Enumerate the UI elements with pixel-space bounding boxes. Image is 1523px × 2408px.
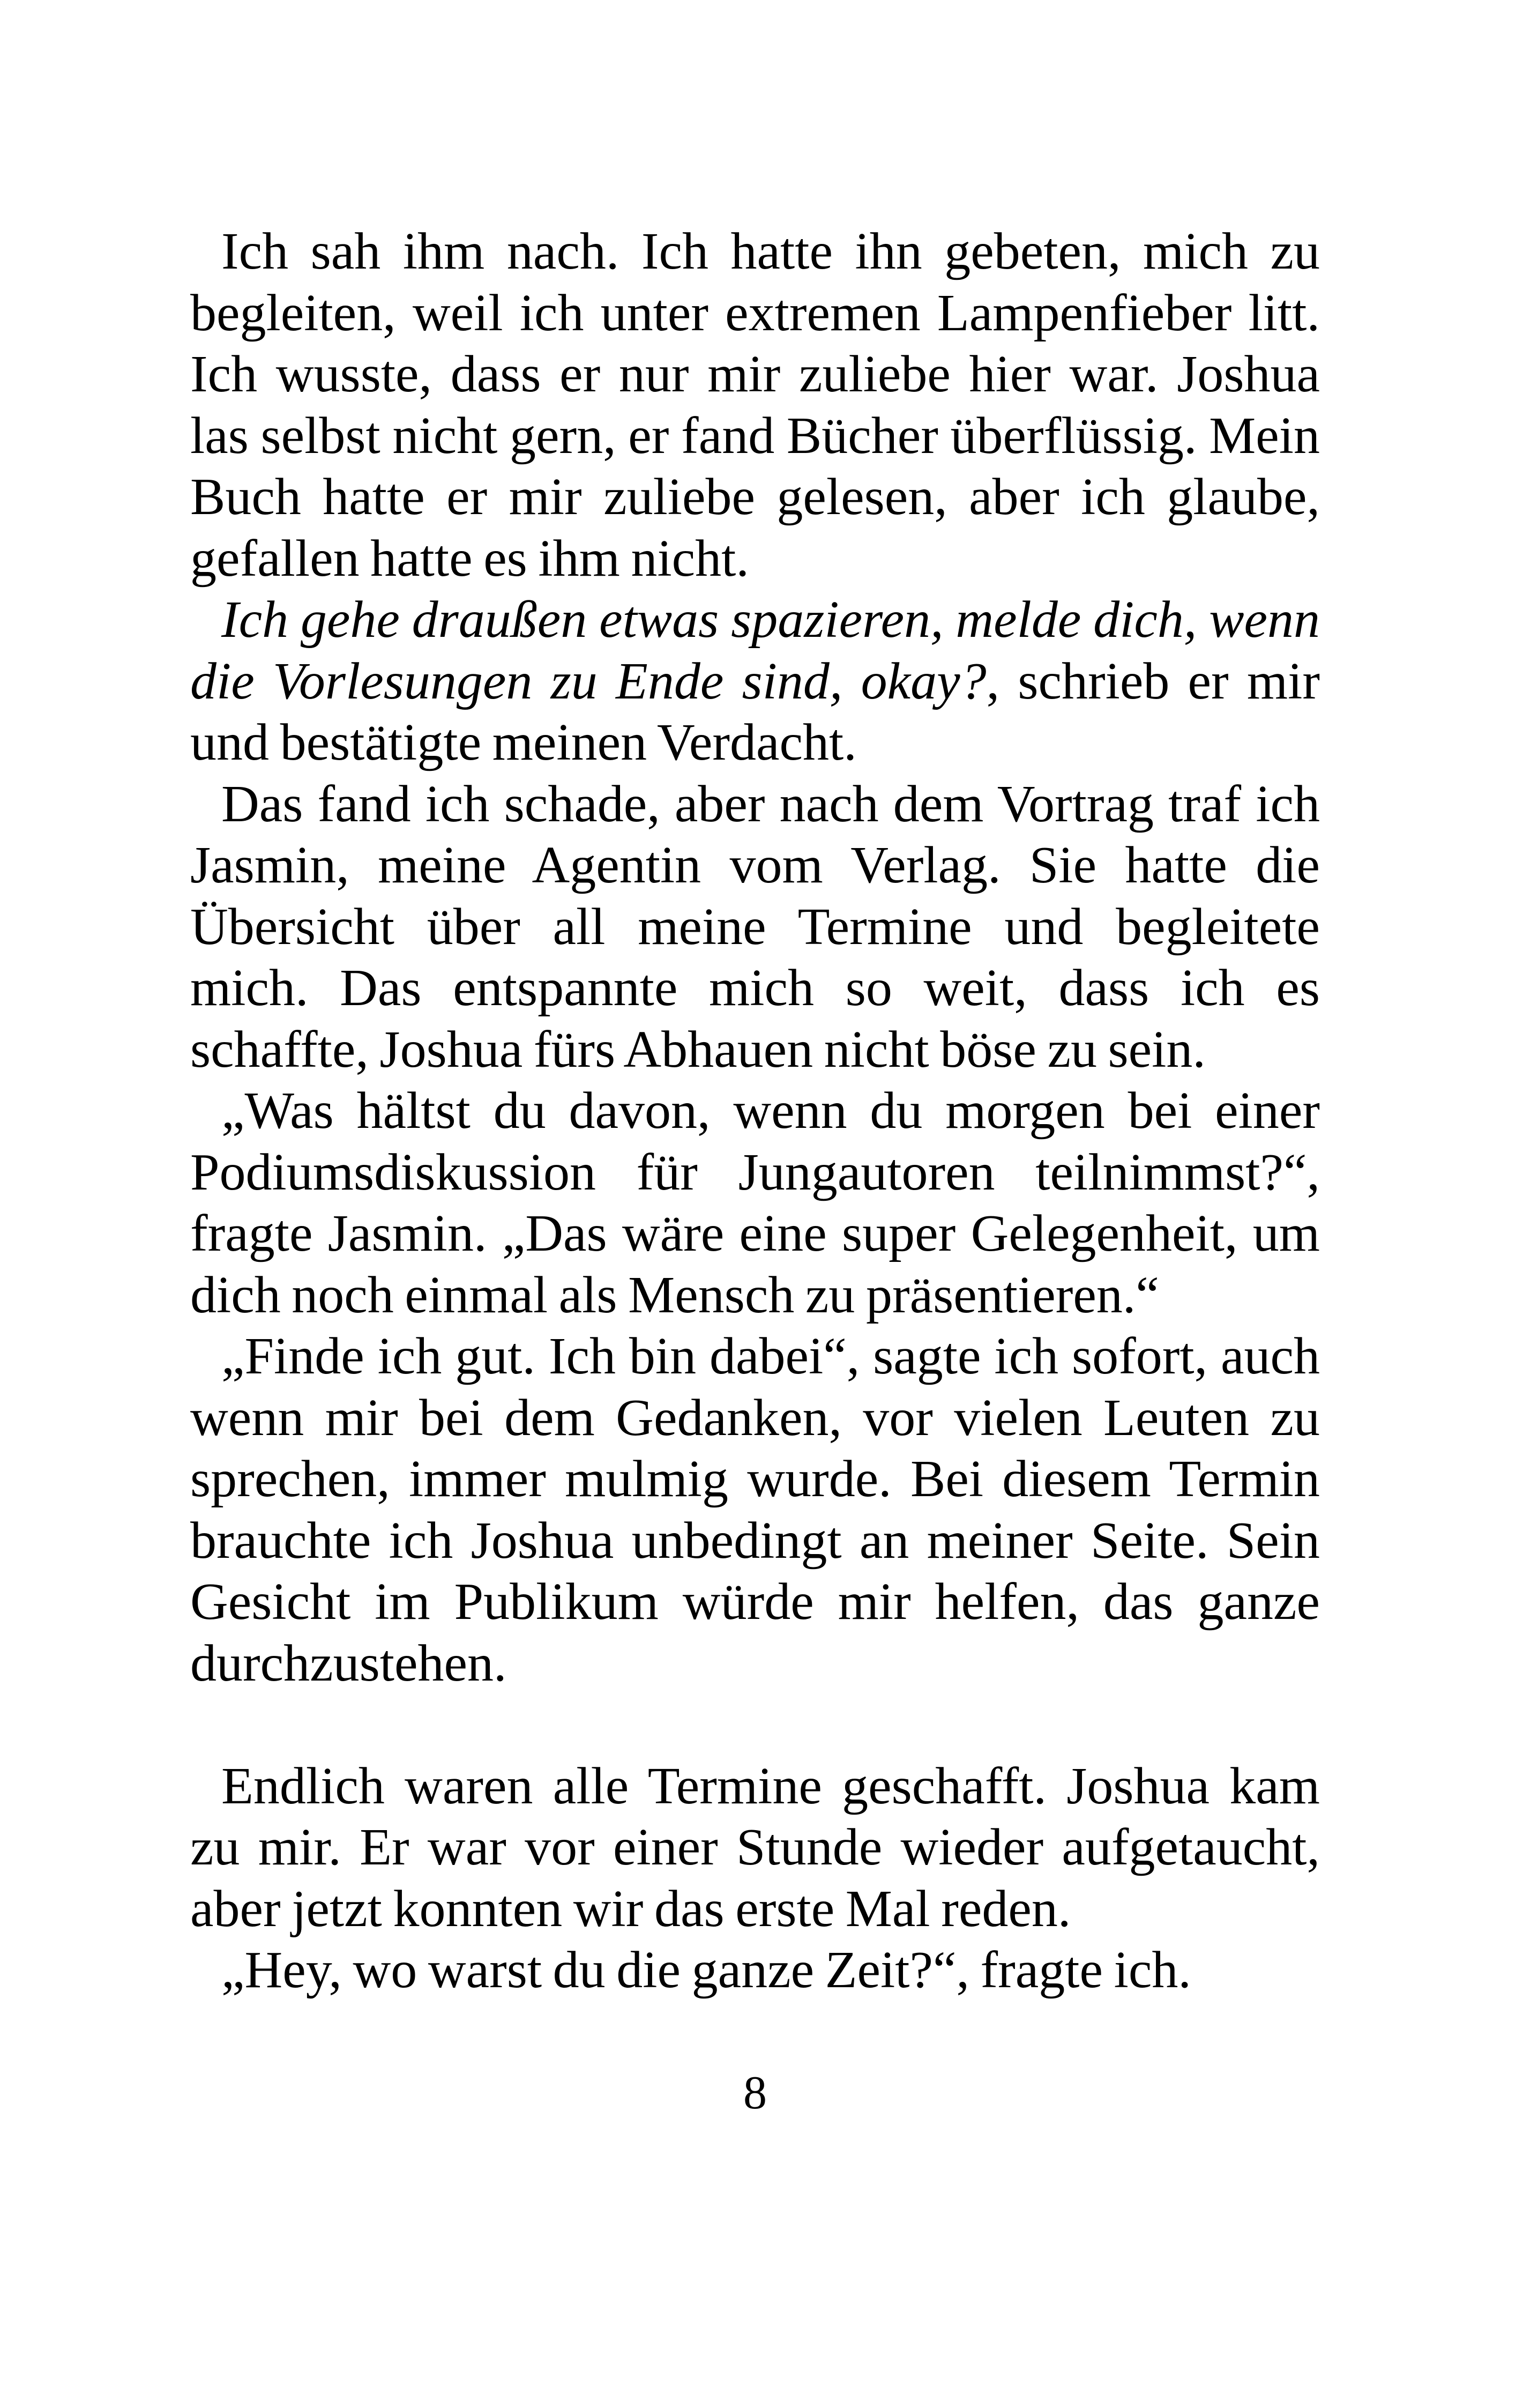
- text-line: Übersicht über all meine Termine und begleitete: [190, 897, 1320, 956]
- text-line: und bestätigte meinen Verdacht.: [190, 714, 857, 771]
- text-line: mich. Das entspannte mich so weit, dass ich es: [190, 959, 1320, 1017]
- italic-text: die Vorlesungen zu Ende sind, okay?: [190, 652, 987, 710]
- text-line: Das fand ich schade, aber nach dem Vortrag traf ich: [221, 775, 1320, 833]
- scene-break: [190, 1694, 1320, 1756]
- paragraph: [190, 1080, 1320, 1326]
- page-number: 8: [743, 2067, 767, 2119]
- text-line: „Hey, wo warst du die ganze Zeit?“, fragte ich.: [221, 1941, 1191, 1999]
- text-line: „Finde ich gut. Ich bin dabei“, sagte ich sofort, auch: [221, 1327, 1320, 1385]
- text-line: Podiumsdiskussion für Jungautoren teilnimmst?“,: [190, 1143, 1320, 1201]
- text-line: zu mir. Er war vor einer Stunde wieder aufgetaucht,: [190, 1818, 1320, 1876]
- text-line: Endlich waren alle Termine geschafft. Joshua kam: [221, 1757, 1320, 1815]
- paragraph: [190, 221, 1320, 589]
- text-line: wenn mir bei dem Gedanken, vor vielen Leuten zu: [190, 1388, 1320, 1447]
- text-line: aber jetzt konnten wir das erste Mal reden.: [190, 1879, 1071, 1938]
- text-line: Gesicht im Publikum würde mir helfen, das ganze: [190, 1573, 1320, 1631]
- roman-text: , schrieb er mir: [986, 652, 1320, 710]
- body-text: [190, 221, 1320, 2001]
- paragraph: [190, 774, 1320, 1081]
- text-line: schaffte, Joshua fürs Abhauen nicht böse zu sein.: [190, 1020, 1206, 1079]
- text-line: dich noch einmal als Mensch zu präsentieren.“: [190, 1266, 1159, 1324]
- text-line: sprechen, immer mulmig wurde. Bei diesem Termin: [190, 1450, 1320, 1508]
- text-line: Ich wusste, dass er nur mir zuliebe hier war. Joshua: [190, 345, 1320, 403]
- text-line: las selbst nicht gern, er fand Bücher überflüssig. Mein: [190, 406, 1320, 465]
- text-line: Buch hatte er mir zuliebe gelesen, aber ich glaube,: [190, 468, 1320, 526]
- text-line: fragte Jasmin. „Das wäre eine super Gelegenheit, um: [190, 1205, 1320, 1262]
- text-line: Jasmin, meine Agentin vom Verlag. Sie hatte die: [190, 836, 1320, 894]
- text-line: brauchte ich Joshua unbedingt an meiner Seite. Sein: [190, 1511, 1320, 1570]
- paragraph: [190, 1326, 1320, 1694]
- text-line: gefallen hatte es ihm nicht.: [190, 529, 749, 588]
- text-line: Ich sah ihm nach. Ich hatte ihn gebeten, mich zu: [221, 222, 1320, 280]
- text-line: durchzustehen.: [190, 1634, 507, 1692]
- text-line-italic: Ich gehe draußen etwas spazieren, melde dich, wenn: [221, 591, 1320, 649]
- text-line: begleiten, weil ich unter extremen Lampenfieber litt.: [190, 284, 1320, 342]
- paragraph: [190, 1756, 1320, 1940]
- paragraph: [190, 589, 1320, 774]
- text-line: „Was hältst du davon, wenn du morgen bei einer: [221, 1082, 1320, 1140]
- text-line: [190, 651, 1320, 712]
- paragraph: [190, 1939, 1320, 2001]
